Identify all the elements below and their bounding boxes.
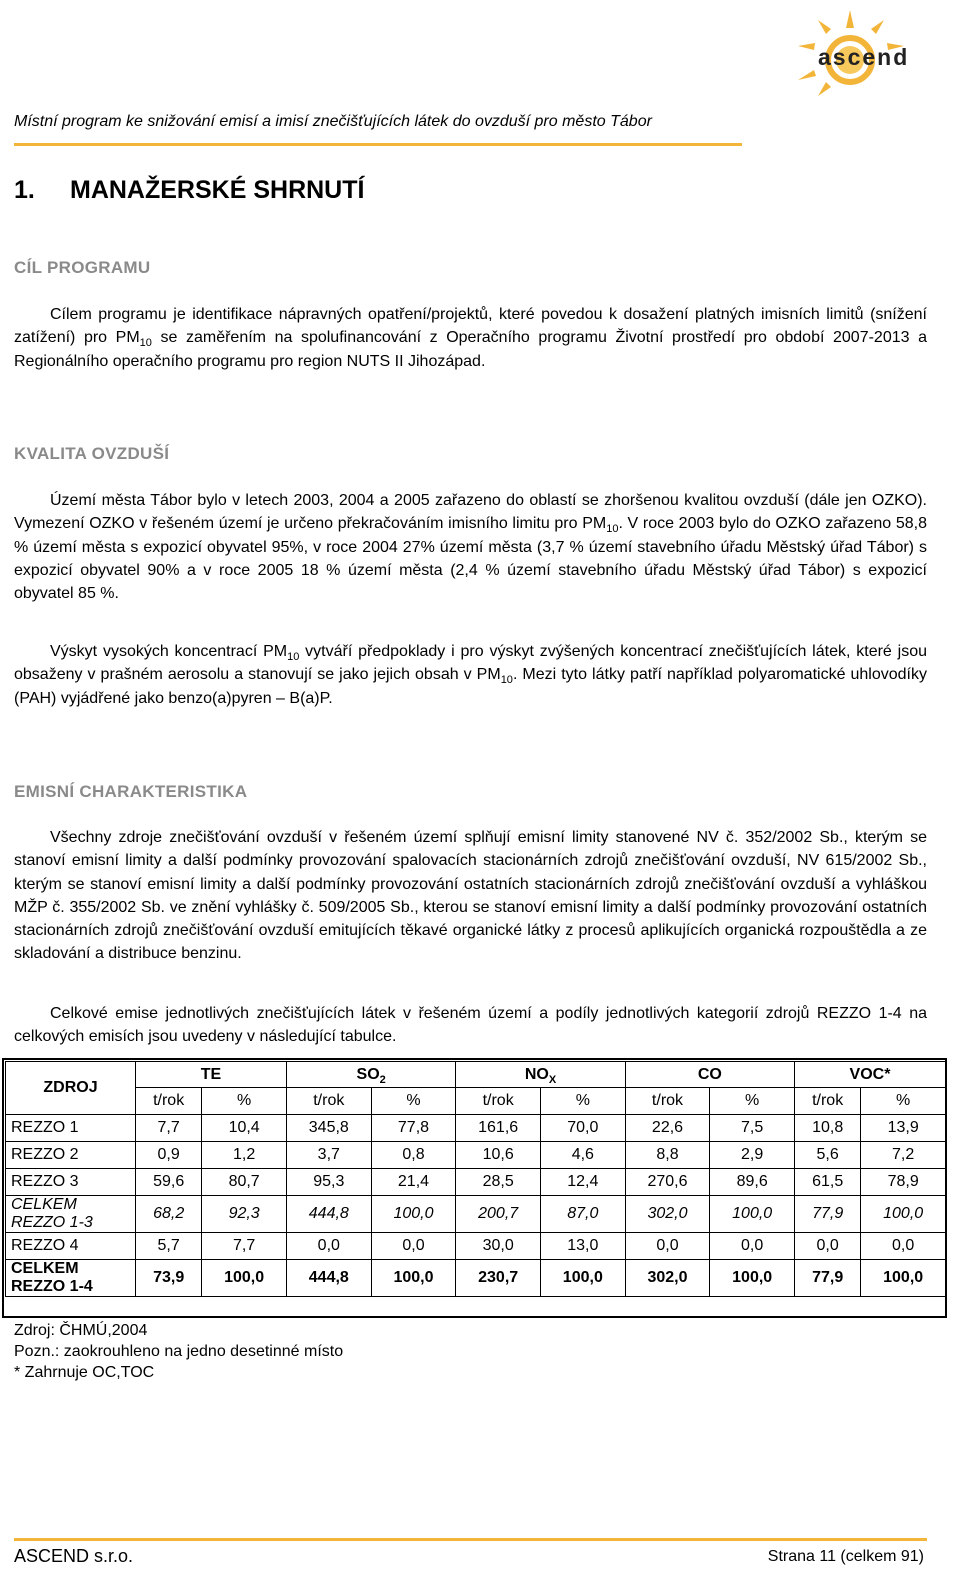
table-cell: 13,0	[540, 1233, 625, 1260]
table-cell: 100,0	[861, 1196, 946, 1233]
unit-cell: t/rok	[456, 1088, 541, 1115]
table-cell: 77,9	[795, 1260, 861, 1297]
document-subtitle: Místní program ke snižování emisí a imisí znečišťujících látek do ovzduší pro město Tábor	[14, 113, 652, 130]
table-cell: 0,8	[371, 1142, 456, 1169]
paragraph-kvalita-2: Výskyt vysokých koncentrací $PM_{10}$ vytváří předpoklady i pro výskyt zvýšených koncentrací znečišťujících látek, které jsou obsaženy v prašném aerosolu a stanovují se jako jejich obsah v $PM_{10}$. Mezi tyto látky patří například polyaromatické uhlovodíky (PAH) vyjádřené jako benzo(a)pyren – B(a)P.	[14, 643, 927, 707]
table-row	[6, 1142, 946, 1169]
table-cell: 77,9	[795, 1196, 861, 1233]
table-cell: 100,0	[710, 1260, 795, 1297]
header-voc: VOC*	[795, 1062, 946, 1088]
footer-company: ASCEND s.r.o.	[14, 1546, 134, 1566]
header-zdroj: ZDROJ	[6, 1062, 136, 1115]
header-so2: $SO_2$	[286, 1062, 455, 1088]
unit-cell: t/rok	[136, 1088, 202, 1115]
table-row	[6, 1169, 946, 1196]
table-cell: 100,0	[371, 1260, 456, 1297]
paragraph-emisni-2: Celkové emise jednotlivých znečišťujících látek v řešeném území a podíly jednotlivých kategorií zdrojů REZZO 1-4 na celkových emisích jsou uvedeny v následující tabulce.	[14, 1005, 927, 1046]
table-cell: 92,3	[202, 1196, 287, 1233]
paragraph-cil: Cílem programu je identifikace nápravných opatření/projektů, které povedou k dosažení platných imisních limitů (snížení zatížení) pro $PM_{10}$ se zaměřením na spolufinancování z Operačního programu Životní prostředí pro období 2007-2013 a Regionálního operačního programu pro region NUTS II Jihozápad.	[14, 306, 928, 370]
table-cell: 7,7	[202, 1233, 287, 1260]
table-row-total	[6, 1260, 946, 1297]
table-cell: 77,8	[371, 1115, 456, 1142]
row-label: CELKEM REZZO 1-3	[6, 1196, 136, 1233]
table-cell: 68,2	[136, 1196, 202, 1233]
row-label: REZZO 2	[6, 1142, 136, 1169]
table-cell: 0,0	[861, 1233, 946, 1260]
table-cell: 270,6	[625, 1169, 710, 1196]
table-cell: 444,8	[286, 1260, 371, 1297]
table-cell: 13,9	[861, 1115, 946, 1142]
table-cell: 73,9	[136, 1260, 202, 1297]
table-cell: 0,9	[136, 1142, 202, 1169]
row-label: REZZO 1	[6, 1115, 136, 1142]
unit-cell: %	[202, 1088, 287, 1115]
table-cell: 7,7	[136, 1115, 202, 1142]
table-cell: 230,7	[456, 1260, 541, 1297]
note-voc: * Zahrnuje OC,TOC	[14, 1364, 155, 1381]
section-title: MANAŽERSKÉ SHRNUTÍ	[70, 176, 365, 204]
table-cell: 161,6	[456, 1115, 541, 1142]
paragraph-kvalita-1: Území města Tábor bylo v letech 2003, 2004 a 2005 zařazeno do oblastí se zhoršenou kvalitou ovzduší (dále jen OZKO). Vymezení OZKO v řešeném území je určeno překračováním imisního limitu pro $PM_{10}$. V roce 2003 bylo do OZKO zařazeno 58,8 % území města s expozicí obyvatel 95%, v roce 2004 27% území města (3,7 % území stavebního úřadu Městský úřad Tábor) s expozicí obyvatel 90% a v roce 2005 18 % území města (2,4 % území stavebního úřadu Městský úřad Tábor) s expozicí obyvatel 85 %.	[14, 492, 928, 603]
section-number: 1.	[14, 176, 35, 204]
table-cell: 100,0	[371, 1196, 456, 1233]
unit-cell: %	[540, 1088, 625, 1115]
table-cell: 12,4	[540, 1169, 625, 1196]
paragraph-emisni-1: Všechny zdroje znečišťování ovzduší v řešeném území splňují emisní limity stanovené NV č. 352/2002 Sb., kterým se stanoví emisní limity a další podmínky provozování spalovacích stacionárních zdrojů znečišťování ovzduší, NV 615/2002 Sb., kterým se stanoví emisní limity a další podmínky provozování ostatních stacionárních zdrojů znečišťování ovzduší a vyhláškou MŽP č. 355/2002 Sb. ve znění vyhlášky č. 509/2005 Sb., kterou se stanoví emisní limity a další podmínky provozování ostatních stacionárních zdrojů znečišťování ovzduší emitujících těkavé organické látky z procesů aplikujících organická rozpouštědla a ze skladování a distribuce benzinu.	[14, 829, 927, 963]
table-cell: 2,9	[710, 1142, 795, 1169]
unit-cell: %	[710, 1088, 795, 1115]
header-te: TE	[136, 1062, 287, 1088]
header-nox: $NO_X$	[456, 1062, 625, 1088]
unit-cell: t/rok	[795, 1088, 861, 1115]
table-cell: 0,0	[625, 1233, 710, 1260]
footer-page-number: Strana 11 (celkem 91)	[767, 1548, 924, 1565]
table-cell: 10,8	[795, 1115, 861, 1142]
note-rounding: Pozn.: zaokrouhleno na jedno desetinné místo	[14, 1343, 344, 1360]
table-cell: 8,8	[625, 1142, 710, 1169]
table-cell: 89,6	[710, 1169, 795, 1196]
table-cell: 302,0	[625, 1196, 710, 1233]
section-heading	[14, 176, 364, 205]
heading-cil-programu: CÍL PROGRAMU	[14, 258, 151, 277]
unit-cell: %	[861, 1088, 946, 1115]
table-cell: 78,9	[861, 1169, 946, 1196]
table-cell: 0,0	[710, 1233, 795, 1260]
header-divider	[14, 143, 742, 146]
table-cell: 28,5	[456, 1169, 541, 1196]
table-cell: 70,0	[540, 1115, 625, 1142]
table-cell: 5,7	[136, 1233, 202, 1260]
table-cell: 100,0	[710, 1196, 795, 1233]
table-cell: 5,6	[795, 1142, 861, 1169]
emissions-table	[5, 1061, 946, 1297]
table-cell: 61,5	[795, 1169, 861, 1196]
table-row-subtotal	[6, 1196, 946, 1233]
table-cell: 3,7	[286, 1142, 371, 1169]
table-units-row	[6, 1088, 946, 1115]
logo-text: ascend	[818, 44, 910, 70]
row-label: CELKEM REZZO 1-4	[6, 1260, 136, 1297]
table-cell: 100,0	[540, 1260, 625, 1297]
table-cell: 0,0	[795, 1233, 861, 1260]
table-row	[6, 1233, 946, 1260]
table-cell: 100,0	[202, 1260, 287, 1297]
table-cell: 4,6	[540, 1142, 625, 1169]
table-cell: 7,5	[710, 1115, 795, 1142]
table-cell: 444,8	[286, 1196, 371, 1233]
unit-cell: %	[371, 1088, 456, 1115]
table-cell: 345,8	[286, 1115, 371, 1142]
table-cell: 7,2	[861, 1142, 946, 1169]
table-cell: 10,6	[456, 1142, 541, 1169]
unit-cell: t/rok	[286, 1088, 371, 1115]
table-cell: 30,0	[456, 1233, 541, 1260]
table-header-row	[6, 1062, 946, 1088]
table-cell: 10,4	[202, 1115, 287, 1142]
table-cell: 100,0	[861, 1260, 946, 1297]
heading-emisni-charakteristika: EMISNÍ CHARAKTERISTIKA	[14, 782, 248, 801]
table-cell: 1,2	[202, 1142, 287, 1169]
table-cell: 95,3	[286, 1169, 371, 1196]
note-source: Zdroj: ČHMÚ,2004	[14, 1322, 148, 1339]
row-label: REZZO 4	[6, 1233, 136, 1260]
heading-kvalita-ovzdusi: KVALITA OVZDUŠÍ	[14, 444, 170, 463]
table-cell: 21,4	[371, 1169, 456, 1196]
unit-cell: t/rok	[625, 1088, 710, 1115]
table-cell: 59,6	[136, 1169, 202, 1196]
footer-divider	[14, 1538, 927, 1541]
table-row	[6, 1115, 946, 1142]
table-notes	[14, 1320, 343, 1383]
row-label: REZZO 3	[6, 1169, 136, 1196]
table-cell: 0,0	[371, 1233, 456, 1260]
table-cell: 80,7	[202, 1169, 287, 1196]
table-cell: 302,0	[625, 1260, 710, 1297]
table-cell: 0,0	[286, 1233, 371, 1260]
header-co: CO	[625, 1062, 794, 1088]
table-cell: 87,0	[540, 1196, 625, 1233]
table-cell: 22,6	[625, 1115, 710, 1142]
table-cell: 200,7	[456, 1196, 541, 1233]
